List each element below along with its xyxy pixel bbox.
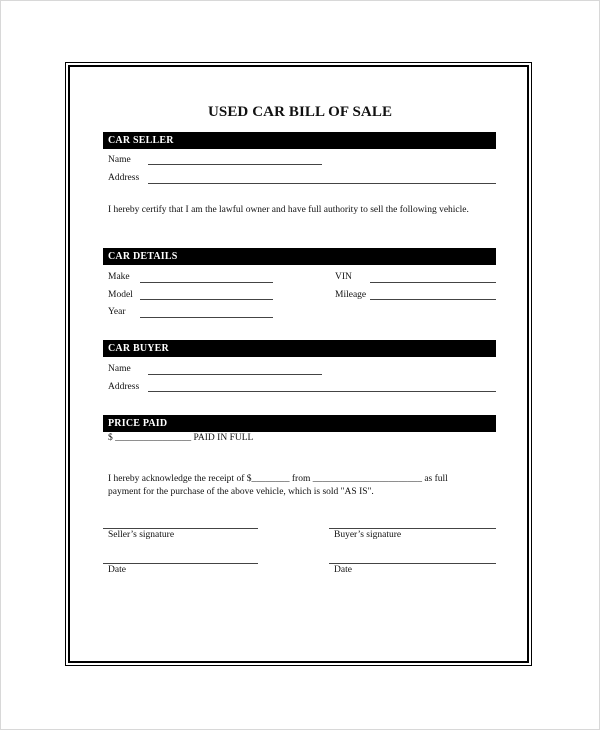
buyer-address-field[interactable] bbox=[148, 391, 496, 392]
vin-field[interactable] bbox=[370, 282, 496, 283]
seller-signature-field[interactable] bbox=[103, 528, 258, 529]
acknowledge-line-2: payment for the purchase of the above vehicle, which is sold "AS IS". bbox=[108, 487, 374, 497]
buyer-name-label: Name bbox=[108, 364, 131, 374]
seller-date-label: Date bbox=[108, 565, 126, 575]
buyer-address-label: Address bbox=[108, 382, 140, 392]
buyer-signature-field[interactable] bbox=[329, 528, 496, 529]
seller-date-field[interactable] bbox=[103, 563, 258, 564]
model-field[interactable] bbox=[140, 299, 273, 300]
make-field[interactable] bbox=[140, 282, 273, 283]
model-label: Model bbox=[108, 290, 133, 300]
buyer-signature-label: Buyer’s signature bbox=[334, 530, 402, 540]
seller-address-label: Address bbox=[108, 173, 140, 183]
seller-name-label: Name bbox=[108, 155, 131, 165]
year-label: Year bbox=[108, 307, 126, 317]
buyer-date-label: Date bbox=[334, 565, 352, 575]
seller-name-field[interactable] bbox=[148, 164, 322, 165]
year-field[interactable] bbox=[140, 317, 273, 318]
seller-certify-text: I hereby certify that I am the lawful owner and have full authority to sell the following vehicle. bbox=[108, 205, 469, 215]
document-title: USED CAR BILL OF SALE bbox=[207, 104, 393, 120]
seller-signature-label: Seller’s signature bbox=[108, 530, 175, 540]
section-header-car-buyer: CAR BUYER bbox=[103, 340, 496, 357]
vin-label: VIN bbox=[335, 272, 352, 282]
buyer-name-field[interactable] bbox=[148, 374, 322, 375]
section-header-car-seller: CAR SELLER bbox=[103, 132, 496, 149]
buyer-date-field[interactable] bbox=[329, 563, 496, 564]
seller-address-field[interactable] bbox=[148, 183, 496, 184]
make-label: Make bbox=[108, 272, 130, 282]
mileage-label: Mileage bbox=[335, 290, 367, 300]
section-header-car-details: CAR DETAILS bbox=[103, 248, 496, 265]
document-border bbox=[68, 65, 529, 663]
acknowledge-line-1: I hereby acknowledge the receipt of $________ from _______________________ as full bbox=[108, 474, 448, 484]
section-header-price-paid: PRICE PAID bbox=[103, 415, 496, 432]
mileage-field[interactable] bbox=[370, 299, 496, 300]
price-paid-line: $ ________________ PAID IN FULL bbox=[108, 433, 254, 443]
